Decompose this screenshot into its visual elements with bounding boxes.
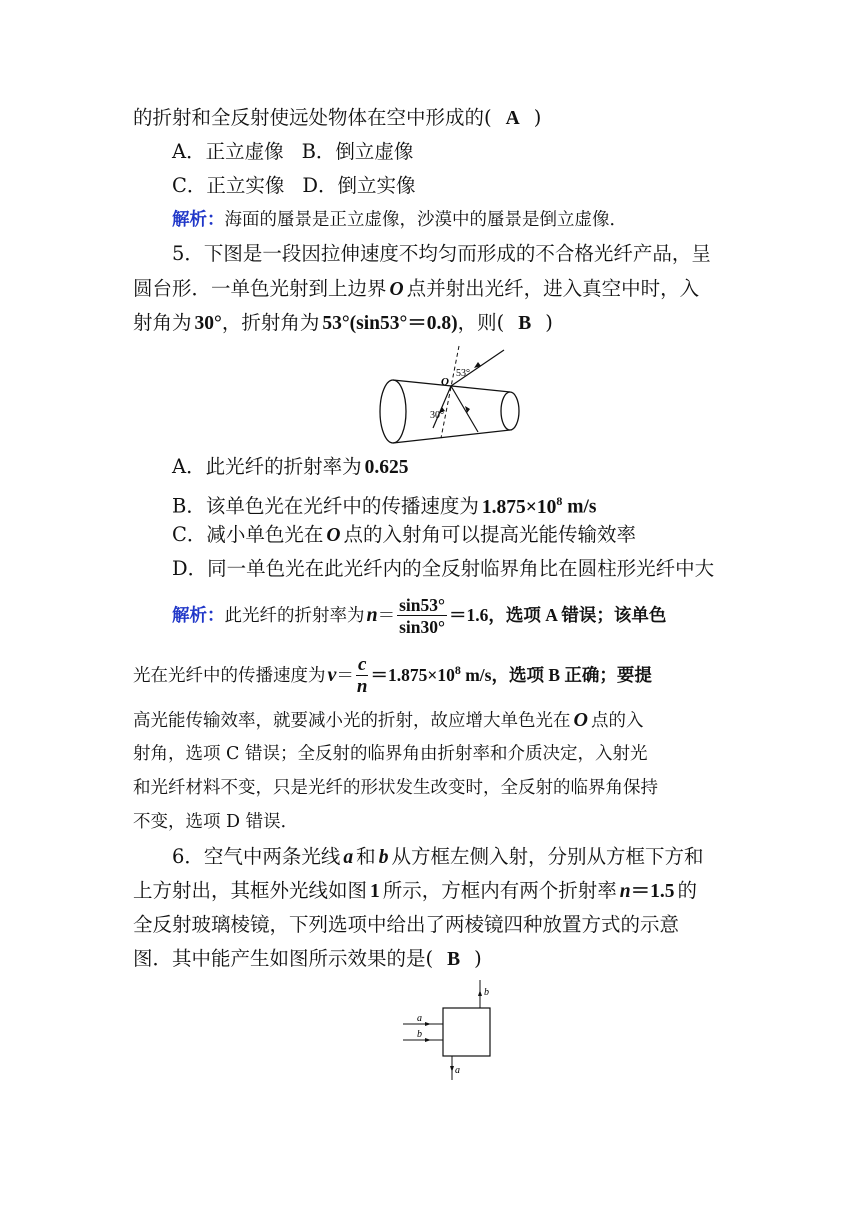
q5-explanation-line2: 光在光纤中的传播速度为 v＝ $\frac{c}{n}$ $=1.875\times 10^8$ m/s，选项 B 正确；要提 [133, 653, 652, 697]
black-box [443, 1008, 490, 1056]
q4-option-d: D．倒立实像 [302, 174, 416, 197]
q5-option-c: C．减小单色光在 O 点的入射角可以提高光能传输效率 [172, 523, 637, 546]
label-a-bottom: a [455, 1065, 460, 1076]
q4-explanation: 解析：海面的蜃景是正立虚像，沙漠中的蜃景是倒立虚像． [172, 210, 627, 230]
angle-30-label: 30° [430, 410, 444, 421]
q5-explanation-line5: 和光纤材料不变，只是光纤的形状发生改变时，全反射的临界角保持 [133, 778, 658, 798]
q5-option-d: D．同一单色光在此光纤内的全反射临界角比在圆柱形光纤中大 [172, 557, 715, 580]
q5-option-a: A．此光纤的折射率为 0.625 [172, 455, 409, 478]
reflected-ray [451, 386, 478, 432]
ray-b-out-arrow [478, 990, 482, 996]
q4-option-c: C．正立实像 [172, 174, 285, 197]
fiber-outline [393, 380, 510, 443]
q5-option-b: B．该单色光在光纤中的传播速度为 $1.875\times 10^8$ m/s [172, 494, 597, 518]
fiber-left-face [380, 380, 406, 443]
q6-stem-line2: 上方射出，其框外光线如图 1 所示，方框内有两个折射率 n＝1.5 的 [133, 879, 698, 902]
q5-stem-line2: 圆台形．一单色光射到上边界 O 点并射出光纤，进入真空中时，入 [133, 277, 700, 300]
q4-options-cd [172, 171, 416, 201]
q6-stem-line1: 6．空气中两条光线 a 和 b 从方框左侧入射，分别从方框下方和 [172, 845, 704, 868]
q4-stem-tail: 的折射和全反射使远处物体在空中形成的( A ) [133, 106, 542, 129]
fiber-figure [375, 340, 530, 450]
q5-explanation-line4: 射角，选项 C 错误；全反射的临界角由折射率和介质决定，入射光 [133, 744, 648, 764]
normal-line [441, 346, 459, 438]
q5-explanation-line6: 不变，选项 D 错误． [133, 812, 299, 832]
q4-answer: A [505, 108, 520, 129]
q5-stem-line1: 5．下图是一段因拉伸速度不均匀而形成的不合格光纤产品，呈 [172, 242, 711, 265]
refracted-ray-arrow [474, 362, 481, 368]
ray-a-in-arrow [425, 1022, 431, 1026]
label-a-left: a [417, 1013, 422, 1024]
q5-explanation-line1: 解析：此光纤的折射率为 n＝ $\frac{\sin 53^\circ}{\sin 30^\circ}$ ＝1.6，选项 A 错误；该单色 [172, 595, 667, 637]
ray-a-out-arrow [450, 1066, 454, 1072]
point-o-label: O [441, 376, 449, 388]
q4-option-b: B．倒立虚像 [301, 140, 414, 163]
speed-fraction: $\frac{c}{n}$ [356, 653, 368, 697]
fiber-right-face [501, 392, 519, 430]
q5-explanation-label: 解析： [172, 606, 225, 626]
q6-stem-line3: 全反射玻璃棱镜，下列选项中给出了两棱镜四种放置方式的示意 [133, 913, 680, 936]
q5-answer: B [518, 313, 532, 334]
q6-stem-line4: 图．其中能产生如图所示效果的是( B ) [133, 947, 482, 970]
q4-option-a: A．正立虚像 [172, 140, 284, 163]
label-b-left: b [417, 1029, 422, 1040]
q5-explanation-line3: 高光能传输效率，就要减小光的折射，故应增大单色光在 O 点的入 [133, 709, 644, 731]
q4-explanation-label: 解析： [172, 210, 225, 230]
ray-b-in-arrow [425, 1038, 431, 1042]
box-figure [395, 978, 505, 1083]
label-b-top: b [484, 987, 489, 998]
q6-answer: B [447, 949, 461, 970]
angle-53-label: 53° [456, 368, 470, 379]
refractive-index-fraction: $\frac{\sin 53^\circ}{\sin 30^\circ}$ [399, 595, 446, 637]
q4-options-ab [172, 137, 413, 167]
q5-stem-line3: 射角为 30°，折射角为 53°(sin53°＝0.8)，则( B ) [133, 311, 553, 334]
